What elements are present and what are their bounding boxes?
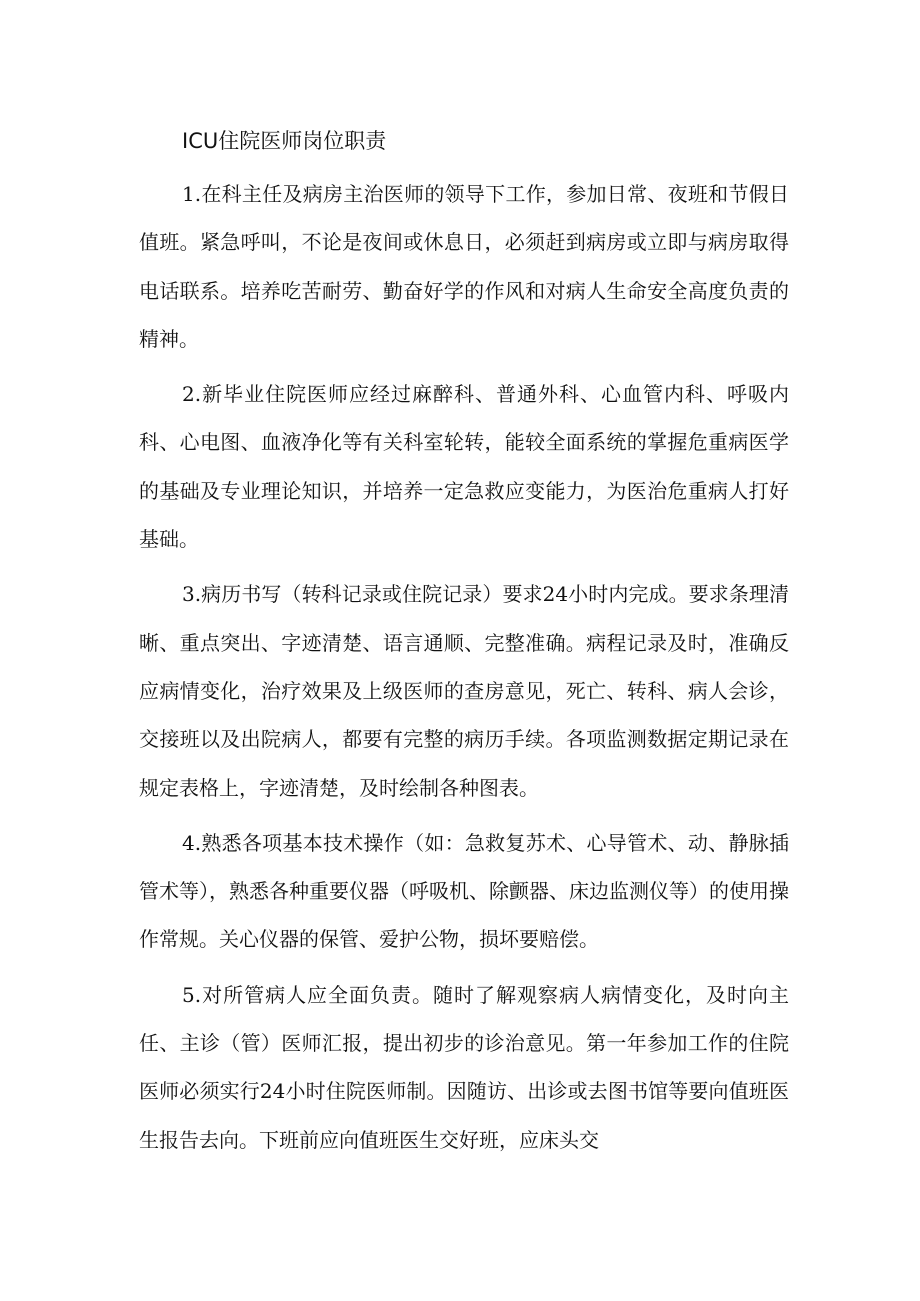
paragraph-1: 1.在科主任及病房主治医师的领导下工作，参加日常、夜班和节假日值班。紧急呼叫，不论是夜间或休息日，必须赶到病房或立即与病房取得电话联系。培养吃苦耐劳、勤奋好学的作风和对病人生命安全高度负责的精神。	[139, 182, 789, 351]
paragraph-3: 3.病历书写（转科记录或住院记录）要求24小时内完成。要求条理清晰、重点突出、字迹清楚、语言通顺、完整准确。病程记录及时，准确反应病情变化，治疗效果及上级医师的查房意见，死亡、转科、病人会诊，交接班以及出院病人，都要有完整的病历手续。各项监测数据定期记录在规定表格上，字迹清楚，及时绘制各种图表。	[139, 582, 789, 800]
paragraph-2: 2.新毕业住院医师应经过麻醉科、普通外科、心血管内科、呼吸内科、心电图、血液净化等有关科室轮转，能较全面系统的掌握危重病医学的基础及专业理论知识，并培养一定急救应变能力，为医治危重病人打好基础。	[139, 382, 789, 552]
document-title: ICU住院医师岗位职责	[182, 129, 387, 153]
paragraph-4: 4.熟悉各项基本技术操作（如：急救复苏术、心导管术、动、静脉插管术等），熟悉各种重要仪器（呼吸机、除颤器、床边监测仪等）的使用操作常规。关心仪器的保管、爱护公物，损坏要赔偿。	[139, 830, 789, 952]
document-body	[139, 119, 789, 1164]
paragraph-5: 5.对所管病人应全面负责。随时了解观察病人病情变化，及时向主任、主诊（管）医师汇报，提出初步的诊治意见。第一年参加工作的住院医师必须实行24小时住院医师制。因随访、出诊或去图书馆等要向值班医生报告去向。下班前应向值班医生交好班，应床头交	[139, 982, 789, 1152]
